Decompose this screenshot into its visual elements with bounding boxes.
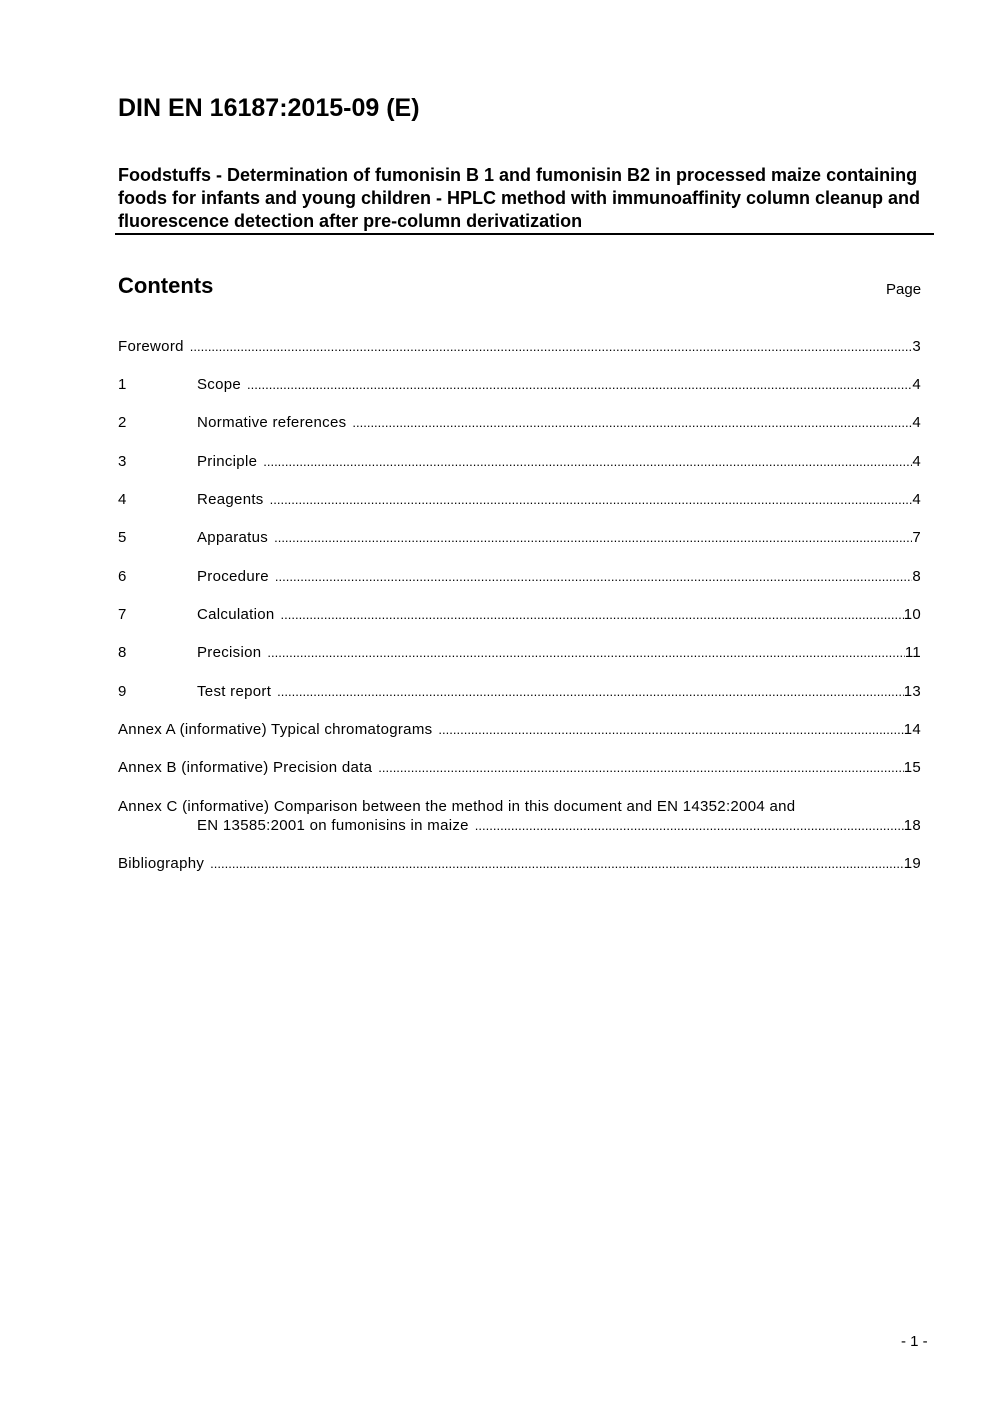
toc-entry-page: 4 — [912, 453, 921, 470]
toc-dot-leader — [190, 339, 913, 354]
toc-dot-leader — [378, 760, 903, 775]
toc-dot-leader — [277, 684, 904, 699]
toc-entry-annex-b[interactable] — [118, 759, 921, 779]
table-of-contents — [118, 0, 921, 900]
toc-dot-leader — [267, 645, 904, 660]
toc-entry-title: Precision — [197, 644, 262, 661]
toc-entry-number: 3 — [118, 453, 127, 470]
toc-dot-leader — [475, 818, 904, 833]
toc-entry-number: 4 — [118, 491, 127, 508]
page-number: - 1 - — [901, 1333, 928, 1350]
toc-entry-page: 7 — [912, 529, 921, 546]
toc-entry-title: Annex A (informative) Typical chromatograms — [118, 721, 433, 738]
toc-entry-title: Annex B (informative) Precision data — [118, 759, 373, 776]
toc-entry-title: Foreword — [118, 338, 184, 355]
toc-dot-leader — [263, 454, 912, 469]
toc-entry-title: Bibliography — [118, 855, 205, 872]
toc-dot-leader — [270, 492, 913, 507]
toc-entry-apparatus[interactable] — [118, 529, 921, 549]
toc-entry-page: 19 — [903, 855, 921, 872]
toc-entry-page: 3 — [912, 338, 921, 355]
toc-entry-title: Normative references — [197, 414, 347, 431]
document-id: DIN EN 16187:2015-09 (E) — [118, 94, 420, 122]
toc-entry-precision[interactable] — [118, 644, 921, 664]
toc-entry-title: Calculation — [197, 606, 275, 623]
document-title: Foodstuffs - Determination of fumonisin B 1 and fumonisin B2 in processed maize containing foods for infants and young children - HPLC method with immunoaffinity column cleanup and fluorescence detection after pre-column derivatization — [118, 165, 921, 231]
toc-entry-page: 15 — [903, 759, 921, 776]
toc-entry-procedure[interactable] — [118, 568, 921, 588]
contents-heading: Contents — [118, 273, 214, 298]
toc-entry-page: 4 — [912, 414, 921, 431]
toc-entry-foreword[interactable] — [118, 338, 921, 358]
toc-entry-normative-references[interactable] — [118, 414, 921, 434]
toc-entry-annex-a[interactable] — [118, 721, 921, 741]
toc-entry-number: 2 — [118, 414, 127, 431]
toc-dot-leader — [247, 377, 912, 392]
toc-entry-page: 4 — [912, 376, 921, 393]
toc-entry-page: 13 — [903, 683, 921, 700]
toc-dot-leader — [274, 530, 912, 545]
toc-entry-reagents[interactable] — [118, 491, 921, 511]
page-column-label: Page — [886, 281, 922, 298]
toc-entry-test-report[interactable] — [118, 683, 921, 703]
toc-dot-leader — [281, 607, 904, 622]
toc-entry-page: 8 — [912, 568, 921, 585]
toc-dot-leader — [275, 569, 912, 584]
toc-entry-number: 9 — [118, 683, 127, 700]
toc-entry-title: Test report — [197, 683, 272, 700]
toc-entry-number: 6 — [118, 568, 127, 585]
toc-entry-title: Procedure — [197, 568, 269, 585]
toc-entry-calculation[interactable] — [118, 606, 921, 626]
toc-entry-number: 5 — [118, 529, 127, 546]
toc-entry-number: 8 — [118, 644, 127, 661]
toc-entry-page: 11 — [904, 644, 921, 661]
toc-entry-page: 10 — [903, 606, 921, 623]
toc-entry-continuation — [197, 817, 921, 837]
toc-entry-number: 7 — [118, 606, 127, 623]
toc-entry-scope[interactable] — [118, 376, 921, 396]
toc-entry-page: 14 — [903, 721, 921, 738]
toc-entry-page: 18 — [903, 817, 921, 834]
toc-entry-principle[interactable] — [118, 453, 921, 473]
toc-entry-title-continuation: EN 13585:2001 on fumonisins in maize — [197, 817, 469, 834]
toc-dot-leader — [210, 856, 904, 871]
toc-entry-title: Reagents — [197, 491, 264, 508]
toc-entry-title: Annex C (informative) Comparison between the method in this document and EN 14352:2004 and — [118, 798, 796, 815]
toc-entry-bibliography[interactable] — [118, 855, 921, 875]
toc-entry-page: 4 — [912, 491, 921, 508]
toc-entry-title: Scope — [197, 376, 242, 393]
toc-entry-number: 1 — [118, 376, 127, 393]
toc-entry-title: Principle — [197, 453, 258, 470]
toc-dot-leader — [438, 722, 903, 737]
toc-entry-title: Apparatus — [197, 529, 269, 546]
toc-dot-leader — [352, 415, 912, 430]
